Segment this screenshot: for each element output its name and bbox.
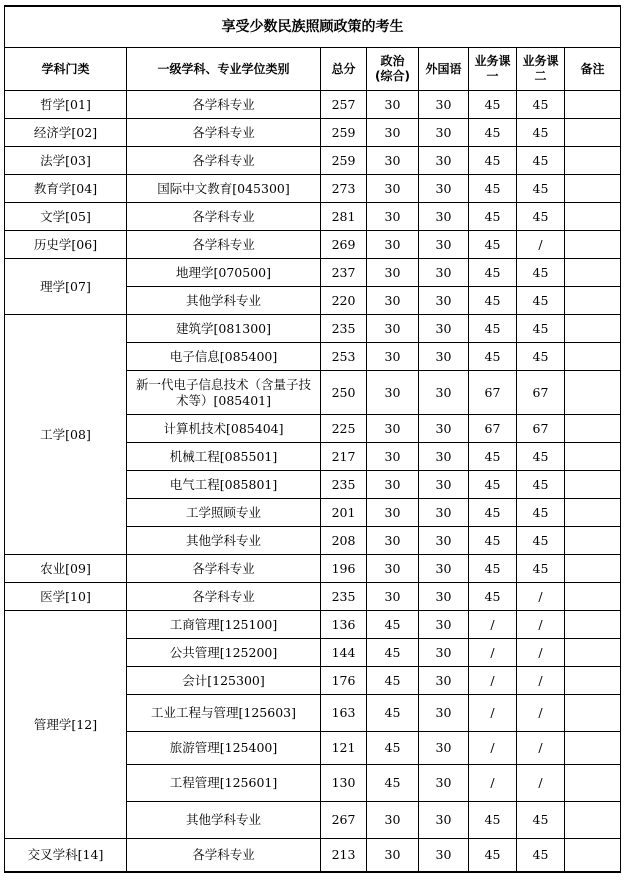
cell-note <box>565 119 621 147</box>
header-category: 学科门类 <box>5 48 127 91</box>
cell-subject <box>127 343 321 371</box>
cell-subject <box>127 555 321 583</box>
cell-politics: 30 <box>367 583 419 611</box>
cell-subject <box>127 119 321 147</box>
cell-subject <box>127 231 321 259</box>
cell-course2: 45 <box>517 203 565 231</box>
cell-politics: 30 <box>367 203 419 231</box>
cell-course1: 45 <box>469 583 517 611</box>
cell-course2: 45 <box>517 175 565 203</box>
cell-foreign: 30 <box>419 371 469 415</box>
cell-course2: 45 <box>517 555 565 583</box>
cell-course1: 45 <box>469 555 517 583</box>
cell-course1: / <box>469 732 517 765</box>
cell-subject <box>127 471 321 499</box>
cell-note <box>565 695 621 732</box>
cell-total: 201 <box>321 499 367 527</box>
score-line-table <box>4 5 621 873</box>
cell-total: 136 <box>321 611 367 639</box>
cell-course1: 45 <box>469 119 517 147</box>
cell-foreign: 30 <box>419 765 469 802</box>
cell-politics: 30 <box>367 343 419 371</box>
cell-total: 121 <box>321 732 367 765</box>
cell-total: 176 <box>321 667 367 695</box>
cell-category: 农业[09] <box>5 555 127 583</box>
cell-foreign: 30 <box>419 732 469 765</box>
cell-total: 208 <box>321 527 367 555</box>
cell-course2: / <box>517 231 565 259</box>
cell-subject <box>127 91 321 119</box>
cell-subject-text: 新一代电子信息技术（含量子技术等）[085401] <box>135 376 311 408</box>
cell-subject-text: 机械工程[085501] <box>169 448 278 464</box>
cell-subject-text: 国际中文教育[045300] <box>157 180 290 196</box>
cell-course1: 45 <box>469 471 517 499</box>
cell-politics: 30 <box>367 91 419 119</box>
table-row <box>5 315 621 343</box>
cell-course1: / <box>469 765 517 802</box>
table-row <box>5 611 621 639</box>
cell-foreign: 30 <box>419 91 469 119</box>
cell-note <box>565 231 621 259</box>
cell-foreign: 30 <box>419 119 469 147</box>
cell-course2: / <box>517 667 565 695</box>
cell-total: 213 <box>321 839 367 872</box>
cell-politics: 30 <box>367 287 419 315</box>
table-row <box>5 839 621 872</box>
cell-subject <box>127 527 321 555</box>
cell-subject-text: 其他学科专业 <box>185 292 261 308</box>
cell-subject-text: 其他学科专业 <box>185 812 261 827</box>
cell-subject <box>127 802 321 839</box>
cell-foreign: 30 <box>419 287 469 315</box>
cell-foreign: 30 <box>419 667 469 695</box>
cell-subject-text: 其他学科专业 <box>185 532 261 548</box>
cell-category: 工学[08] <box>5 315 127 555</box>
cell-foreign: 30 <box>419 231 469 259</box>
cell-note <box>565 765 621 802</box>
cell-category: 医学[10] <box>5 583 127 611</box>
cell-foreign: 30 <box>419 802 469 839</box>
cell-politics: 30 <box>367 175 419 203</box>
cell-note <box>565 802 621 839</box>
cell-politics: 45 <box>367 639 419 667</box>
cell-politics: 30 <box>367 371 419 415</box>
cell-course1: / <box>469 695 517 732</box>
cell-subject <box>127 583 321 611</box>
cell-note <box>565 583 621 611</box>
cell-politics: 45 <box>367 611 419 639</box>
header-course2: 业务课 二 <box>517 48 565 91</box>
cell-note <box>565 203 621 231</box>
cell-subject <box>127 765 321 802</box>
cell-politics: 45 <box>367 667 419 695</box>
cell-course2: 45 <box>517 527 565 555</box>
cell-course2: / <box>517 639 565 667</box>
table-body <box>5 91 621 872</box>
cell-note <box>565 732 621 765</box>
cell-note <box>565 499 621 527</box>
cell-foreign: 30 <box>419 415 469 443</box>
cell-foreign: 30 <box>419 203 469 231</box>
cell-course2: / <box>517 732 565 765</box>
cell-politics: 30 <box>367 471 419 499</box>
cell-subject <box>127 203 321 231</box>
cell-politics: 30 <box>367 802 419 839</box>
cell-course2: / <box>517 583 565 611</box>
cell-total: 144 <box>321 639 367 667</box>
cell-course1: 45 <box>469 315 517 343</box>
cell-category: 管理学[12] <box>5 611 127 839</box>
cell-note <box>565 287 621 315</box>
cell-course1: / <box>469 611 517 639</box>
cell-subject-text: 各学科专业 <box>192 588 255 604</box>
cell-category: 经济学[02] <box>5 119 127 147</box>
cell-subject-text: 旅游管理[125400] <box>169 740 278 755</box>
cell-course1: 45 <box>469 91 517 119</box>
cell-course1: 45 <box>469 147 517 175</box>
table-row <box>5 91 621 119</box>
cell-politics: 30 <box>367 839 419 872</box>
cell-politics: 45 <box>367 732 419 765</box>
cell-foreign: 30 <box>419 175 469 203</box>
cell-total: 237 <box>321 259 367 287</box>
cell-subject <box>127 315 321 343</box>
cell-course1: / <box>469 639 517 667</box>
cell-foreign: 30 <box>419 343 469 371</box>
cell-course2: 45 <box>517 802 565 839</box>
cell-total: 253 <box>321 343 367 371</box>
cell-subject <box>127 259 321 287</box>
cell-course2: 45 <box>517 343 565 371</box>
header-total: 总分 <box>321 48 367 91</box>
cell-category: 理学[07] <box>5 259 127 315</box>
cell-subject-text: 公共管理[125200] <box>169 644 278 660</box>
cell-foreign: 30 <box>419 639 469 667</box>
cell-foreign: 30 <box>419 147 469 175</box>
cell-note <box>565 555 621 583</box>
cell-course1: 45 <box>469 499 517 527</box>
header-course1: 业务课 一 <box>469 48 517 91</box>
cell-politics: 30 <box>367 499 419 527</box>
cell-subject-text: 会计[125300] <box>182 672 265 688</box>
cell-foreign: 30 <box>419 695 469 732</box>
cell-foreign: 30 <box>419 583 469 611</box>
cell-course2: 45 <box>517 259 565 287</box>
cell-subject-text: 各学科专业 <box>192 560 255 576</box>
cell-note <box>565 839 621 872</box>
cell-politics: 30 <box>367 555 419 583</box>
header-foreign: 外国语 <box>419 48 469 91</box>
cell-subject-text: 各学科专业 <box>192 152 255 168</box>
cell-note <box>565 639 621 667</box>
cell-category: 教育学[04] <box>5 175 127 203</box>
header-politics: 政治 (综合) <box>367 48 419 91</box>
cell-course2: 45 <box>517 119 565 147</box>
cell-course2: 67 <box>517 371 565 415</box>
cell-politics: 45 <box>367 765 419 802</box>
table-row <box>5 555 621 583</box>
cell-course1: 67 <box>469 415 517 443</box>
table-row <box>5 231 621 259</box>
cell-course1: 45 <box>469 175 517 203</box>
cell-course2: 45 <box>517 443 565 471</box>
cell-total: 267 <box>321 802 367 839</box>
table-row <box>5 175 621 203</box>
cell-total: 235 <box>321 583 367 611</box>
cell-foreign: 30 <box>419 259 469 287</box>
cell-note <box>565 91 621 119</box>
cell-subject <box>127 175 321 203</box>
cell-category: 交叉学科[14] <box>5 839 127 872</box>
cell-note <box>565 443 621 471</box>
cell-subject-text: 计算机技术[085404] <box>163 420 284 436</box>
table-row <box>5 203 621 231</box>
cell-note <box>565 315 621 343</box>
cell-politics: 30 <box>367 443 419 471</box>
cell-category: 哲学[01] <box>5 91 127 119</box>
cell-total: 281 <box>321 203 367 231</box>
cell-total: 273 <box>321 175 367 203</box>
cell-course1: 45 <box>469 259 517 287</box>
cell-course2: 45 <box>517 839 565 872</box>
cell-subject <box>127 499 321 527</box>
cell-course1: 45 <box>469 527 517 555</box>
header-note: 备注 <box>565 48 621 91</box>
cell-note <box>565 611 621 639</box>
cell-politics: 30 <box>367 527 419 555</box>
cell-subject-text: 各学科专业 <box>192 124 255 140</box>
cell-politics: 30 <box>367 259 419 287</box>
table-title: 享受少数民族照顾政策的考生 <box>5 6 621 48</box>
cell-subject <box>127 371 321 415</box>
cell-course1: / <box>469 667 517 695</box>
cell-foreign: 30 <box>419 443 469 471</box>
cell-course1: 45 <box>469 343 517 371</box>
cell-politics: 30 <box>367 231 419 259</box>
cell-subject <box>127 732 321 765</box>
cell-subject-text: 各学科专业 <box>192 208 255 224</box>
cell-course2: / <box>517 695 565 732</box>
cell-subject <box>127 611 321 639</box>
cell-course2: 45 <box>517 471 565 499</box>
cell-note <box>565 527 621 555</box>
cell-subject <box>127 695 321 732</box>
cell-politics: 45 <box>367 695 419 732</box>
cell-subject-text: 建筑学[081300] <box>176 320 271 336</box>
cell-note <box>565 371 621 415</box>
cell-foreign: 30 <box>419 839 469 872</box>
cell-politics: 30 <box>367 147 419 175</box>
cell-note <box>565 175 621 203</box>
cell-subject <box>127 147 321 175</box>
cell-course1: 67 <box>469 371 517 415</box>
cell-course1: 45 <box>469 839 517 872</box>
table-row <box>5 119 621 147</box>
cell-foreign: 30 <box>419 471 469 499</box>
cell-course2: 45 <box>517 287 565 315</box>
cell-course1: 45 <box>469 443 517 471</box>
cell-total: 259 <box>321 119 367 147</box>
cell-total: 220 <box>321 287 367 315</box>
cell-subject-text: 电气工程[085801] <box>169 476 278 492</box>
cell-category: 历史学[06] <box>5 231 127 259</box>
cell-total: 130 <box>321 765 367 802</box>
cell-course2: 45 <box>517 147 565 175</box>
cell-total: 196 <box>321 555 367 583</box>
cell-total: 225 <box>321 415 367 443</box>
table-row <box>5 147 621 175</box>
cell-subject-text: 各学科专业 <box>192 236 255 252</box>
cell-course2: 45 <box>517 499 565 527</box>
cell-course2: 45 <box>517 91 565 119</box>
cell-foreign: 30 <box>419 527 469 555</box>
cell-course1: 45 <box>469 231 517 259</box>
cell-subject-text: 工商管理[125100] <box>169 616 278 632</box>
cell-subject <box>127 443 321 471</box>
cell-subject-text: 地理学[070500] <box>176 264 271 280</box>
cell-note <box>565 259 621 287</box>
cell-foreign: 30 <box>419 611 469 639</box>
cell-subject-text: 工业工程与管理[125603] <box>151 705 296 720</box>
cell-politics: 30 <box>367 315 419 343</box>
table-row <box>5 259 621 287</box>
header-subject: 一级学科、专业学位类别 <box>127 48 321 91</box>
cell-note <box>565 471 621 499</box>
cell-politics: 30 <box>367 415 419 443</box>
cell-total: 257 <box>321 91 367 119</box>
cell-total: 217 <box>321 443 367 471</box>
cell-total: 250 <box>321 371 367 415</box>
cell-subject <box>127 287 321 315</box>
cell-course2: / <box>517 765 565 802</box>
cell-subject <box>127 667 321 695</box>
cell-note <box>565 343 621 371</box>
cell-politics: 30 <box>367 119 419 147</box>
cell-total: 235 <box>321 315 367 343</box>
cell-subject-text: 工程管理[125601] <box>169 775 278 790</box>
cell-subject-text: 电子信息[085400] <box>169 348 278 364</box>
cell-subject-text: 各学科专业 <box>192 846 255 862</box>
cell-subject <box>127 639 321 667</box>
cell-total: 163 <box>321 695 367 732</box>
cell-course1: 45 <box>469 802 517 839</box>
cell-course2: 67 <box>517 415 565 443</box>
cell-course2: 45 <box>517 315 565 343</box>
cell-subject-text: 工学照顾专业 <box>185 504 261 520</box>
cell-course1: 45 <box>469 287 517 315</box>
cell-foreign: 30 <box>419 315 469 343</box>
cell-note <box>565 147 621 175</box>
cell-total: 235 <box>321 471 367 499</box>
cell-total: 259 <box>321 147 367 175</box>
cell-category: 文学[05] <box>5 203 127 231</box>
cell-note <box>565 667 621 695</box>
cell-foreign: 30 <box>419 499 469 527</box>
cell-total: 269 <box>321 231 367 259</box>
cell-course2: / <box>517 611 565 639</box>
cell-note <box>565 415 621 443</box>
cell-subject <box>127 839 321 872</box>
cell-course1: 45 <box>469 203 517 231</box>
cell-foreign: 30 <box>419 555 469 583</box>
cell-subject-text: 各学科专业 <box>192 96 255 112</box>
table-row <box>5 583 621 611</box>
cell-subject <box>127 415 321 443</box>
cell-category: 法学[03] <box>5 147 127 175</box>
